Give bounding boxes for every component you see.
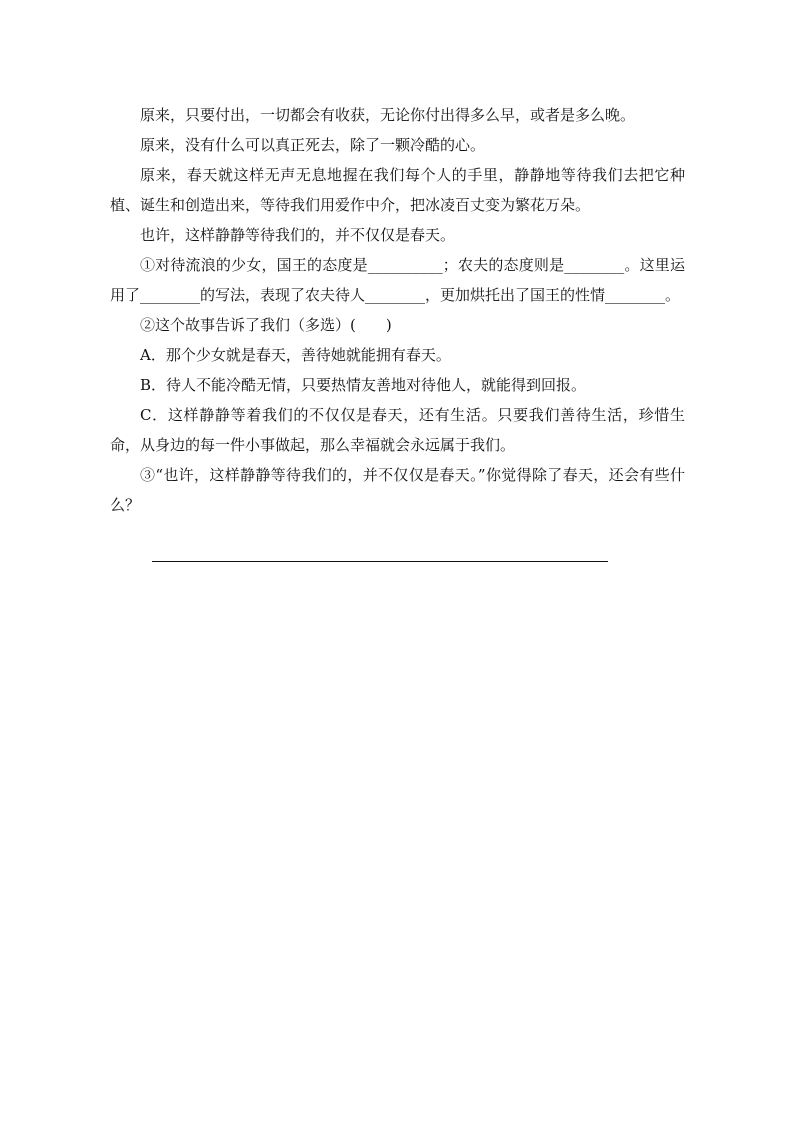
question-3: ③“也许，这样静静等待我们的，并不仅仅是春天。”你觉得除了春天，还会有些什么？ xyxy=(110,466,685,514)
question-2-option-b: B．待人不能冷酷无情，只要热情友善地对待他人，就能得到回报。 xyxy=(140,376,587,394)
question-2-option-a: A．那个少女就是春天，善待她就能拥有春天。 xyxy=(140,346,451,364)
question-2-stem: ②这个故事告诉了我们（多选）( ) xyxy=(140,316,392,334)
passage-paragraph-1: 原来，只要付出，一切都会有收获，无论你付出得多么早，或者是多么晚。 xyxy=(140,106,636,124)
passage-paragraph-4: 也许，这样静静等待我们的，并不仅仅是春天。 xyxy=(140,226,456,244)
question-2-option-c: C．这样静静等着我们的不仅仅是春天，还有生活。只要我们善待生活，珍惜生命，从身边的每一件小事做起，那么幸福就会永远属于我们。 xyxy=(110,406,685,454)
passage-paragraph-3: 原来，春天就这样无声无息地握在我们每个人的手里，静静地等待我们去把它种植、诞生和创造出来，等待我们用爱作中介，把冰凌百丈变为繁花万朵。 xyxy=(110,166,685,214)
question-1: ①对待流浪的少女，国王的态度是__________；农夫的态度则是________。这里运用了________的写法，表现了农夫待人________，更加烘托出了国王的性情________。 xyxy=(110,256,685,304)
worksheet-content xyxy=(110,100,685,520)
answer-line xyxy=(152,561,608,562)
passage-paragraph-2: 原来，没有什么可以真正死去，除了一颗冷酷的心。 xyxy=(140,136,486,154)
